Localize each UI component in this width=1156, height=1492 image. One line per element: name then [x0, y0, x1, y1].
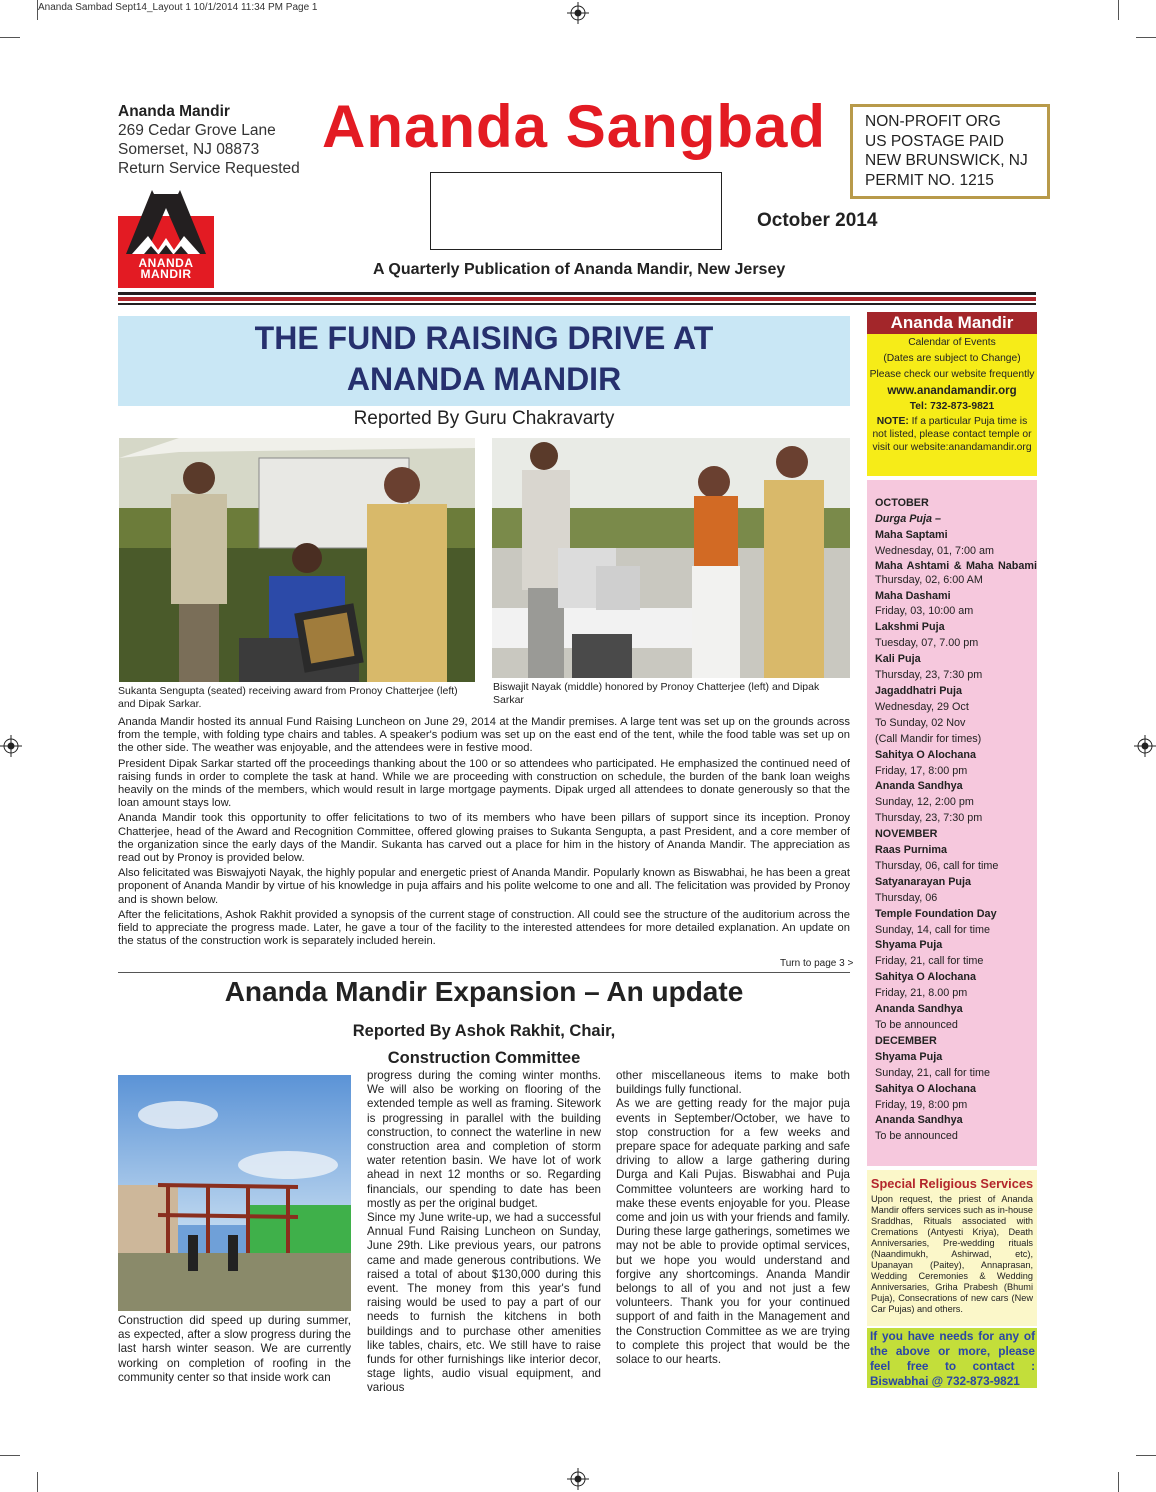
- byline-line: Reported By Ashok Rakhit, Chair,: [352, 1022, 616, 1040]
- registration-mark-icon: [1134, 735, 1156, 757]
- calendar-event-name: Sahitya O Alochana: [875, 1082, 976, 1095]
- logo-text: ANANDA: [138, 256, 194, 270]
- ananda-mandir-logo: [118, 188, 214, 288]
- postage-line: NON-PROFIT ORG: [865, 113, 1001, 130]
- headline-line: THE FUND RAISING DRIVE AT: [254, 320, 714, 356]
- masthead: Ananda Sangbad: [322, 93, 827, 160]
- postage-indicia: [850, 104, 1050, 199]
- header-rule: [118, 297, 1036, 301]
- postage-line: US POSTAGE PAID: [865, 132, 1004, 150]
- calendar-event-time: Thursday, 02, 6:00 AM: [875, 573, 983, 586]
- article2-headline: Ananda Mandir Expansion – An update: [224, 976, 744, 1007]
- postage-line: NEW BRUNSWICK, NJ: [865, 152, 1028, 169]
- article2-paragraph: As we are getting ready for the major puja events in September/October, we have to stop construction for a few weeks and prepare space for adequate parking and safe driving to allow a large gathering during Durga and Kali Pujas. Biswabhai and Puja Committee volunteers are working hard to make these events enjoyable for you. Please come and join us with your friends and family. During these large gatherings, sometimes we may not be able to provide optimal services, but we hope you would understand and forgive any shortcomings. Ananda Mandir belongs to all of you and not just a few volunteers. Thank you for your continued support of and faith in the Management and the Construction Committee as we are trying to complete this project that would be the solace to our hearts.: [616, 1097, 850, 1367]
- article1-paragraph: President Dipak Sarkar started off the proceedings thanking about the 100 or so attendees who participated. He emphasized the continued need of raising funds in order to complete the task at hand. While we are proceeding with construction on schedule, the burden of the bank loan weighs heavily on the minds of the members, which would result in large mortgage payments. Dipak urged all attendees to donate generously so that the loan amount stays low.: [118, 757, 850, 810]
- header-rule: [118, 303, 1036, 305]
- note-label: NOTE:: [876, 416, 909, 427]
- calendar-event-time: Sunday, 21, call for time: [875, 1066, 991, 1079]
- special-services-title: Special Religious Services: [870, 1176, 1034, 1191]
- info-line: Please check our website frequently: [869, 369, 1035, 380]
- calendar-event-time: Tuesday, 07, 7.00 pm: [875, 637, 979, 650]
- calendar-event-name: Durga Puja –: [875, 512, 941, 525]
- tagline: A Quarterly Publication of Ananda Mandir, New Jersey: [373, 261, 786, 278]
- calendar-event-name: Sahitya O Alochana: [875, 971, 976, 984]
- calendar-event-name: Lakshmi Puja: [875, 621, 945, 634]
- calendar-event-time: Friday, 03, 10:00 am: [875, 605, 974, 618]
- registration-mark-icon: [567, 2, 589, 24]
- crop-mark: [0, 37, 20, 38]
- calendar-event-time: Wednesday, 01, 7:00 am: [875, 544, 995, 557]
- calendar-month: DECEMBER: [875, 1034, 937, 1047]
- calendar-event-time: Friday, 17, 8:00 pm: [875, 764, 968, 777]
- calendar-event-name: Shyama Puja: [875, 1050, 943, 1063]
- return-address: [118, 102, 300, 178]
- construction-photo: [118, 1075, 351, 1311]
- calendar-event-time: Friday, 21, call for time: [875, 955, 984, 968]
- contact-text: If you have needs for any of the above or more, please feel free to contact : Biswabhai @ 732-873-9821: [870, 1329, 1035, 1388]
- special-services-body: Upon request, the priest of Ananda Mandir offers services such as in-house Sraddhas, Rituals associated with Cremations (Antyesti Kriya), Death Anniversaries, Pre-wedding rituals (Naandimukh, Ashirwad, etc), Upanayan (Paitey), Annaprasan, Wedding Ceremonies & Wedding Anniversaries, Griha Prabesh (Bhumi Puja), Consecrations of new cars (New Car Pujas) and others.: [871, 1194, 1033, 1314]
- calendar-of-events: [875, 496, 1037, 1145]
- headline-line: ANANDA MANDIR: [346, 361, 622, 397]
- postage-line: PERMIT NO. 1215: [865, 171, 994, 189]
- calendar-event-time: To be announced: [875, 1130, 958, 1143]
- award-photo-1: [119, 438, 475, 682]
- article1-paragraph: Ananda Mandir took this opportunity to offer felicitations to two of its members who have been pillars of support since its inception. Pronoy Chatterjee, head of the Award and Recognition Committee, offered glowing praises to Sukanta Sengupta, a past President, and a core member of the organization since the early days of the Mandir. Sukanta has carved out a place for him in the history of Ananda Mandir. The appreciation as read out by Pronoy is provided below.: [118, 812, 850, 865]
- calendar-event-name: Jagaddhatri Puja: [875, 684, 962, 697]
- registration-mark-icon: [567, 1468, 589, 1490]
- calendar-event-name: Sahitya O Alochana: [875, 748, 976, 761]
- crop-mark: [37, 0, 38, 20]
- article1-headline: [118, 318, 850, 400]
- calendar-event-time: Thursday, 23, 7:30 pm: [875, 812, 983, 825]
- calendar-event-time: Wednesday, 29 Oct: [875, 700, 969, 713]
- calendar-event-name: Maha Dashami: [875, 589, 951, 602]
- calendar-event-name: Temple Foundation Day: [875, 907, 997, 920]
- crop-mark: [1136, 1455, 1156, 1456]
- article2-paragraph: progress during the coming winter months. We will also be working on flooring of the extended temple as well as framing. Sitework is progressing in parallel with the building construction, to connect the waterline in new construction area and completion of storm water retention basin. We have lot of work ahead in next 12 months or so. Regarding financials, our spending to date has been mostly as per the original budget.: [367, 1069, 601, 1210]
- article1-paragraph: Also felicitated was Biswajyoti Nayak, the highly popular and energetic priest of Ananda Mandir. Popularly known as Biswabhai, he has been a great proponent of Ananda Mandir by virtue of his knowledge in puja affairs and his polite welcome to one and all. The felicitation was provided by Pronoy and is shown below.: [118, 867, 850, 906]
- calendar-event-time: Sunday, 12, 2:00 pm: [875, 796, 974, 809]
- return-address-line: Return Service Requested: [118, 160, 300, 177]
- sidebar-info: [867, 334, 1037, 476]
- calendar-month: NOVEMBER: [875, 828, 938, 841]
- photo1-caption: Sukanta Sengupta (seated) receiving award from Pronoy Chatterjee (left) and Dipak Sarkar.: [118, 685, 458, 710]
- calendar-month: OCTOBER: [875, 497, 929, 509]
- article2-paragraph: Since my June write-up, we had a successful Annual Fund Raising Luncheon on Sunday, June 29th. Like previous years, our patrons came and made generous contributions. We raised a total of about $130,000 during this event. The money from this year's fund raising would be used to pay a part of our needs to furnish the kitchens in both buildings and to purchase other amenities like tables, chairs, etc. We still have to raise funds for other furnishings like interior decor, stage lights, audio visual equipment, and various: [367, 1211, 601, 1395]
- logo-text: MANDIR: [140, 267, 192, 281]
- registration-mark-icon: [0, 735, 22, 757]
- article2-paragraph: other miscellaneous items to make both buildings fully functional.: [616, 1069, 850, 1097]
- article2-column-2: [367, 1069, 601, 1396]
- article1-paragraph: After the felicitations, Ashok Rakhit provided a synopsis of the current stage of construction. All could see the structure of the auditorium across the field to appreciate the progress made. Later, he gave a tour of the facility to the interested attendees for more detailed explanation. An update on the status of the construction work is separately included herein.: [118, 908, 850, 948]
- article1-paragraph: Ananda Mandir hosted its annual Fund Raising Luncheon on June 29, 2014 at the Mandir premises. A large tent was set up on the grounds across from the temple, with folding type chairs and tables. A speaker's podium was set up on the east end of the tent, while the food table was set up on the other side. The weather was enjoyable, and the attendees were in festive mood.: [118, 716, 850, 755]
- calendar-event-time: Thursday, 23, 7:30 pm: [875, 669, 983, 682]
- crop-mark: [1118, 1472, 1119, 1492]
- article2-column-1: Construction did speed up during summer, as expected, after a slow progress during the last harsh winter season. We are currently working on completion of roofing in the community center so that inside work can: [118, 1314, 351, 1384]
- article1-byline: Reported By Guru Chakravarty: [353, 408, 615, 429]
- phone-number: Tel: 732-873-9821: [909, 401, 995, 412]
- return-address-org: Ananda Mandir: [118, 103, 230, 120]
- info-line: (Dates are subject to Change): [883, 353, 1021, 364]
- website-link[interactable]: www.anandamandir.org: [887, 385, 1017, 397]
- mailing-label-box: [430, 172, 722, 250]
- calendar-event-time: (Call Mandir for times): [875, 732, 982, 745]
- calendar-event-time: Friday, 21, 8.00 pm: [875, 987, 968, 1000]
- crop-mark: [0, 1455, 20, 1456]
- calendar-event-time: To be announced: [875, 1019, 958, 1031]
- return-address-line: Somerset, NJ 08873: [118, 141, 260, 158]
- calendar-event-time: Sunday, 14, call for time: [875, 923, 991, 936]
- calendar-event-time: Thursday, 06: [875, 891, 938, 904]
- calendar-event-name: Ananda Sandhya: [875, 1003, 963, 1016]
- photo2-caption: Biswajit Nayak (middle) honored by Pronoy Chatterjee (left) and Dipak Sarkar: [493, 681, 820, 706]
- header-rule: [118, 292, 1036, 295]
- byline-line: Construction Committee: [387, 1049, 581, 1067]
- calendar-event-name: Ananda Sandhya: [875, 1114, 963, 1127]
- calendar-event-name: Maha Saptami: [875, 528, 948, 541]
- calendar-event-name: Shyama Puja: [875, 939, 943, 952]
- info-line: Calendar of Events: [908, 337, 996, 348]
- crop-mark: [37, 1472, 38, 1492]
- return-address-line: 269 Cedar Grove Lane: [118, 122, 276, 139]
- note-text: If a particular Puja time is not listed, please contact temple or visit our website:anandamandir.org: [872, 416, 1032, 453]
- calendar-event-time: Thursday, 06, call for time: [875, 859, 999, 872]
- crop-mark: [1136, 37, 1156, 38]
- article-divider: [118, 972, 850, 973]
- issue-date: October 2014: [757, 210, 878, 231]
- calendar-event-time: Friday, 19, 8:00 pm: [875, 1098, 968, 1111]
- calendar-event-name: Ananda Sandhya: [875, 780, 963, 793]
- calendar-event-name: Maha Ashtami & Maha Nabami: [875, 559, 1037, 572]
- sidebar-title: Ananda Mandir: [867, 312, 1037, 334]
- print-slug: Ananda Sambad Sept14_Layout 1 10/1/2014 11:34 PM Page 1: [38, 2, 318, 13]
- calendar-event-time: To Sunday, 02 Nov: [875, 716, 966, 729]
- crop-mark: [1118, 0, 1119, 20]
- article1-body: [118, 716, 850, 950]
- article2-column-3: [616, 1069, 850, 1367]
- turn-to-page-link[interactable]: Turn to page 3 >: [780, 958, 854, 969]
- calendar-event-name: Satyanarayan Puja: [875, 875, 972, 888]
- award-photo-2: [492, 438, 850, 678]
- article2-byline: [300, 1018, 668, 1072]
- calendar-event-name: Kali Puja: [875, 653, 921, 666]
- calendar-event-name: Raas Purnima: [875, 844, 948, 857]
